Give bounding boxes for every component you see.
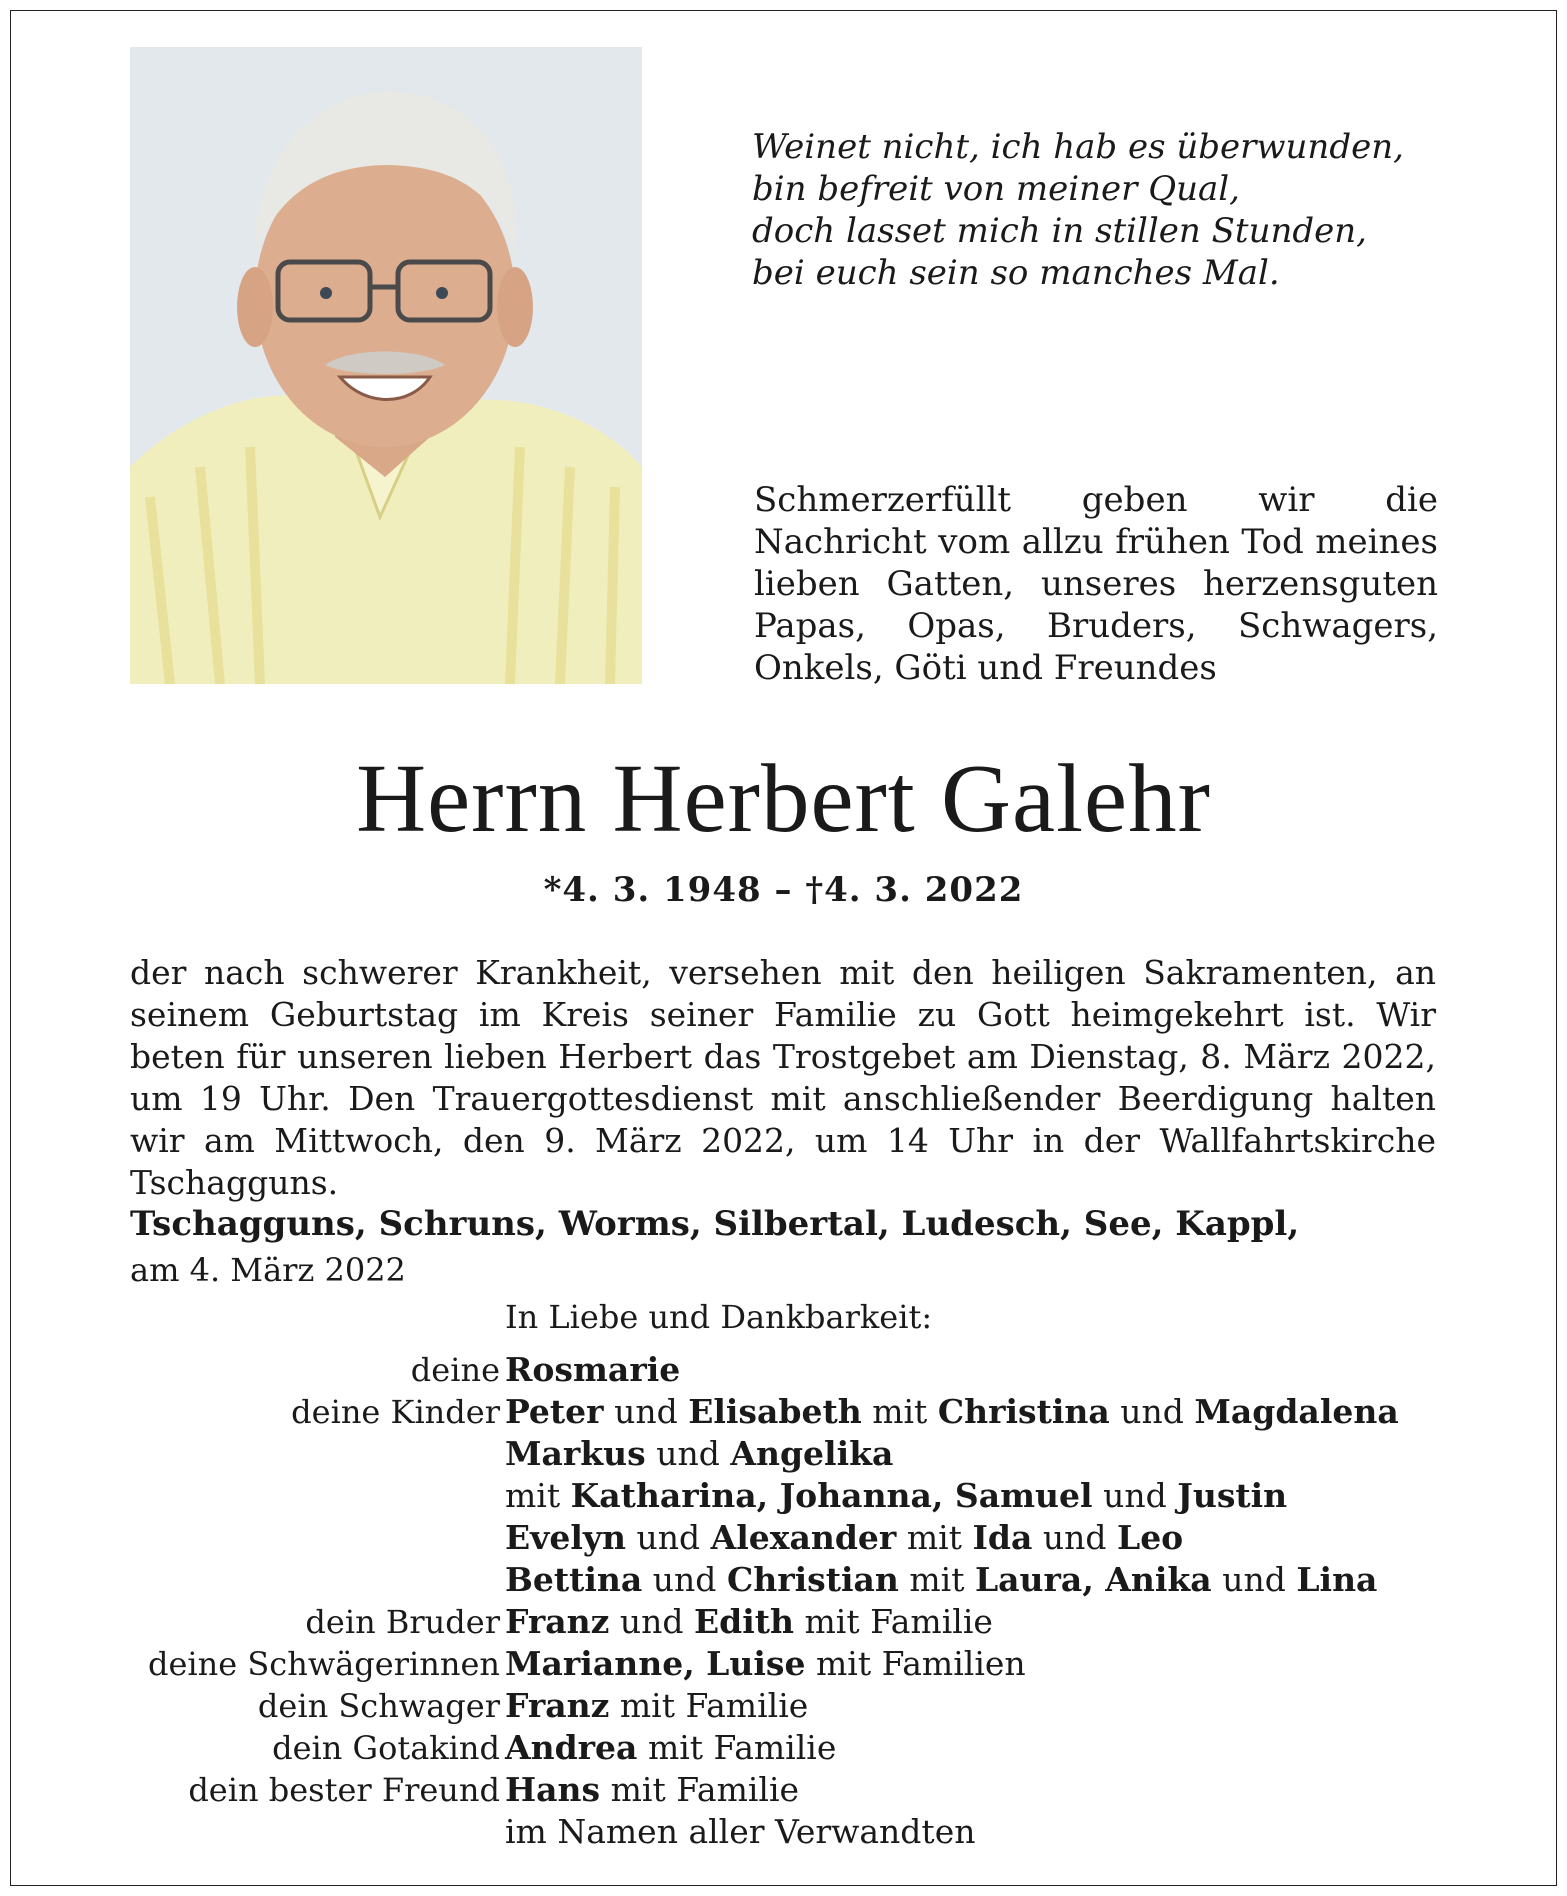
mourner-line: Franz und Edith mit Familie xyxy=(505,1602,993,1641)
memorial-poem xyxy=(752,126,1472,294)
mourner-line: Marianne, Luise mit Familien xyxy=(505,1644,1026,1683)
relation-label: deine xyxy=(410,1351,500,1389)
mourner-line: Franz mit Familie xyxy=(505,1686,809,1725)
mourner-line: Hans mit Familie xyxy=(505,1770,800,1809)
mourner-line: Evelyn und Alexander mit Ida und Leo xyxy=(505,1518,1184,1557)
poem-line: Weinet nicht, ich hab es überwunden, xyxy=(752,127,1404,167)
announcement-body: der nach schwerer Krankheit, versehen mit den heiligen Sakramenten, an seinem Geburtstag im Kreis seiner Familie zu Gott heimgekehrt ist. Wir beten für unseren lieben Herbert das Trostgebet am Dienstag, 8. März 2022, um 19 Uhr. Den Trauergottesdienst mit anschließender Beerdigung halten wir am Mittwoch, den 9. März 2022, um 14 Uhr in der Wallfahrtskirche Tschagguns. xyxy=(130,953,1436,1202)
announcement-intro: Schmerzerfüllt geben wir die Nachricht vom allzu frühen Tod meines lieben Gatten, unseres herzensguten Papas, Opas, Bruders, Schwagers, Onkels, Göti und Freundes xyxy=(754,480,1438,688)
relation-label: dein Bruder xyxy=(305,1603,500,1641)
announcement-date: am 4. März 2022 xyxy=(130,1251,406,1289)
relation-label: deine Kinder xyxy=(291,1393,500,1431)
portrait-photo xyxy=(130,47,642,684)
life-dates: *4. 3. 1948 – †4. 3. 2022 xyxy=(543,870,1024,910)
relation-label: deine Schwägerinnen xyxy=(147,1645,500,1683)
mourner-line: Rosmarie xyxy=(505,1350,681,1389)
mourner-line: mit Katharina, Johanna, Samuel und Justin xyxy=(505,1476,1288,1515)
relation-label: dein bester Freund xyxy=(188,1771,500,1809)
poem-line: bin befreit von meiner Qual, xyxy=(752,169,1240,209)
places-list: Tschagguns, Schruns, Worms, Silbertal, Ludesch, See, Kappl, xyxy=(130,1204,1300,1244)
mourner-line: Bettina und Christian mit Laura, Anika und Lina xyxy=(505,1560,1378,1599)
relation-label: dein Gotakind xyxy=(272,1729,500,1767)
relation-label: dein Schwager xyxy=(257,1687,500,1725)
mourner-line: Andrea mit Familie xyxy=(505,1728,837,1767)
mourner-line: Markus und Angelika xyxy=(505,1434,894,1473)
mourner-line: Peter und Elisabeth mit Christina und Magdalena xyxy=(505,1392,1399,1431)
mourner-closing-line: im Namen aller Verwandten xyxy=(505,1812,976,1851)
closing-phrase: In Liebe und Dankbarkeit: xyxy=(505,1298,933,1336)
poem-line: bei euch sein so manches Mal. xyxy=(752,253,1280,293)
poem-line: doch lasset mich in stillen Stunden, xyxy=(752,211,1367,251)
deceased-name: Herrn Herbert Galehr xyxy=(356,745,1211,852)
